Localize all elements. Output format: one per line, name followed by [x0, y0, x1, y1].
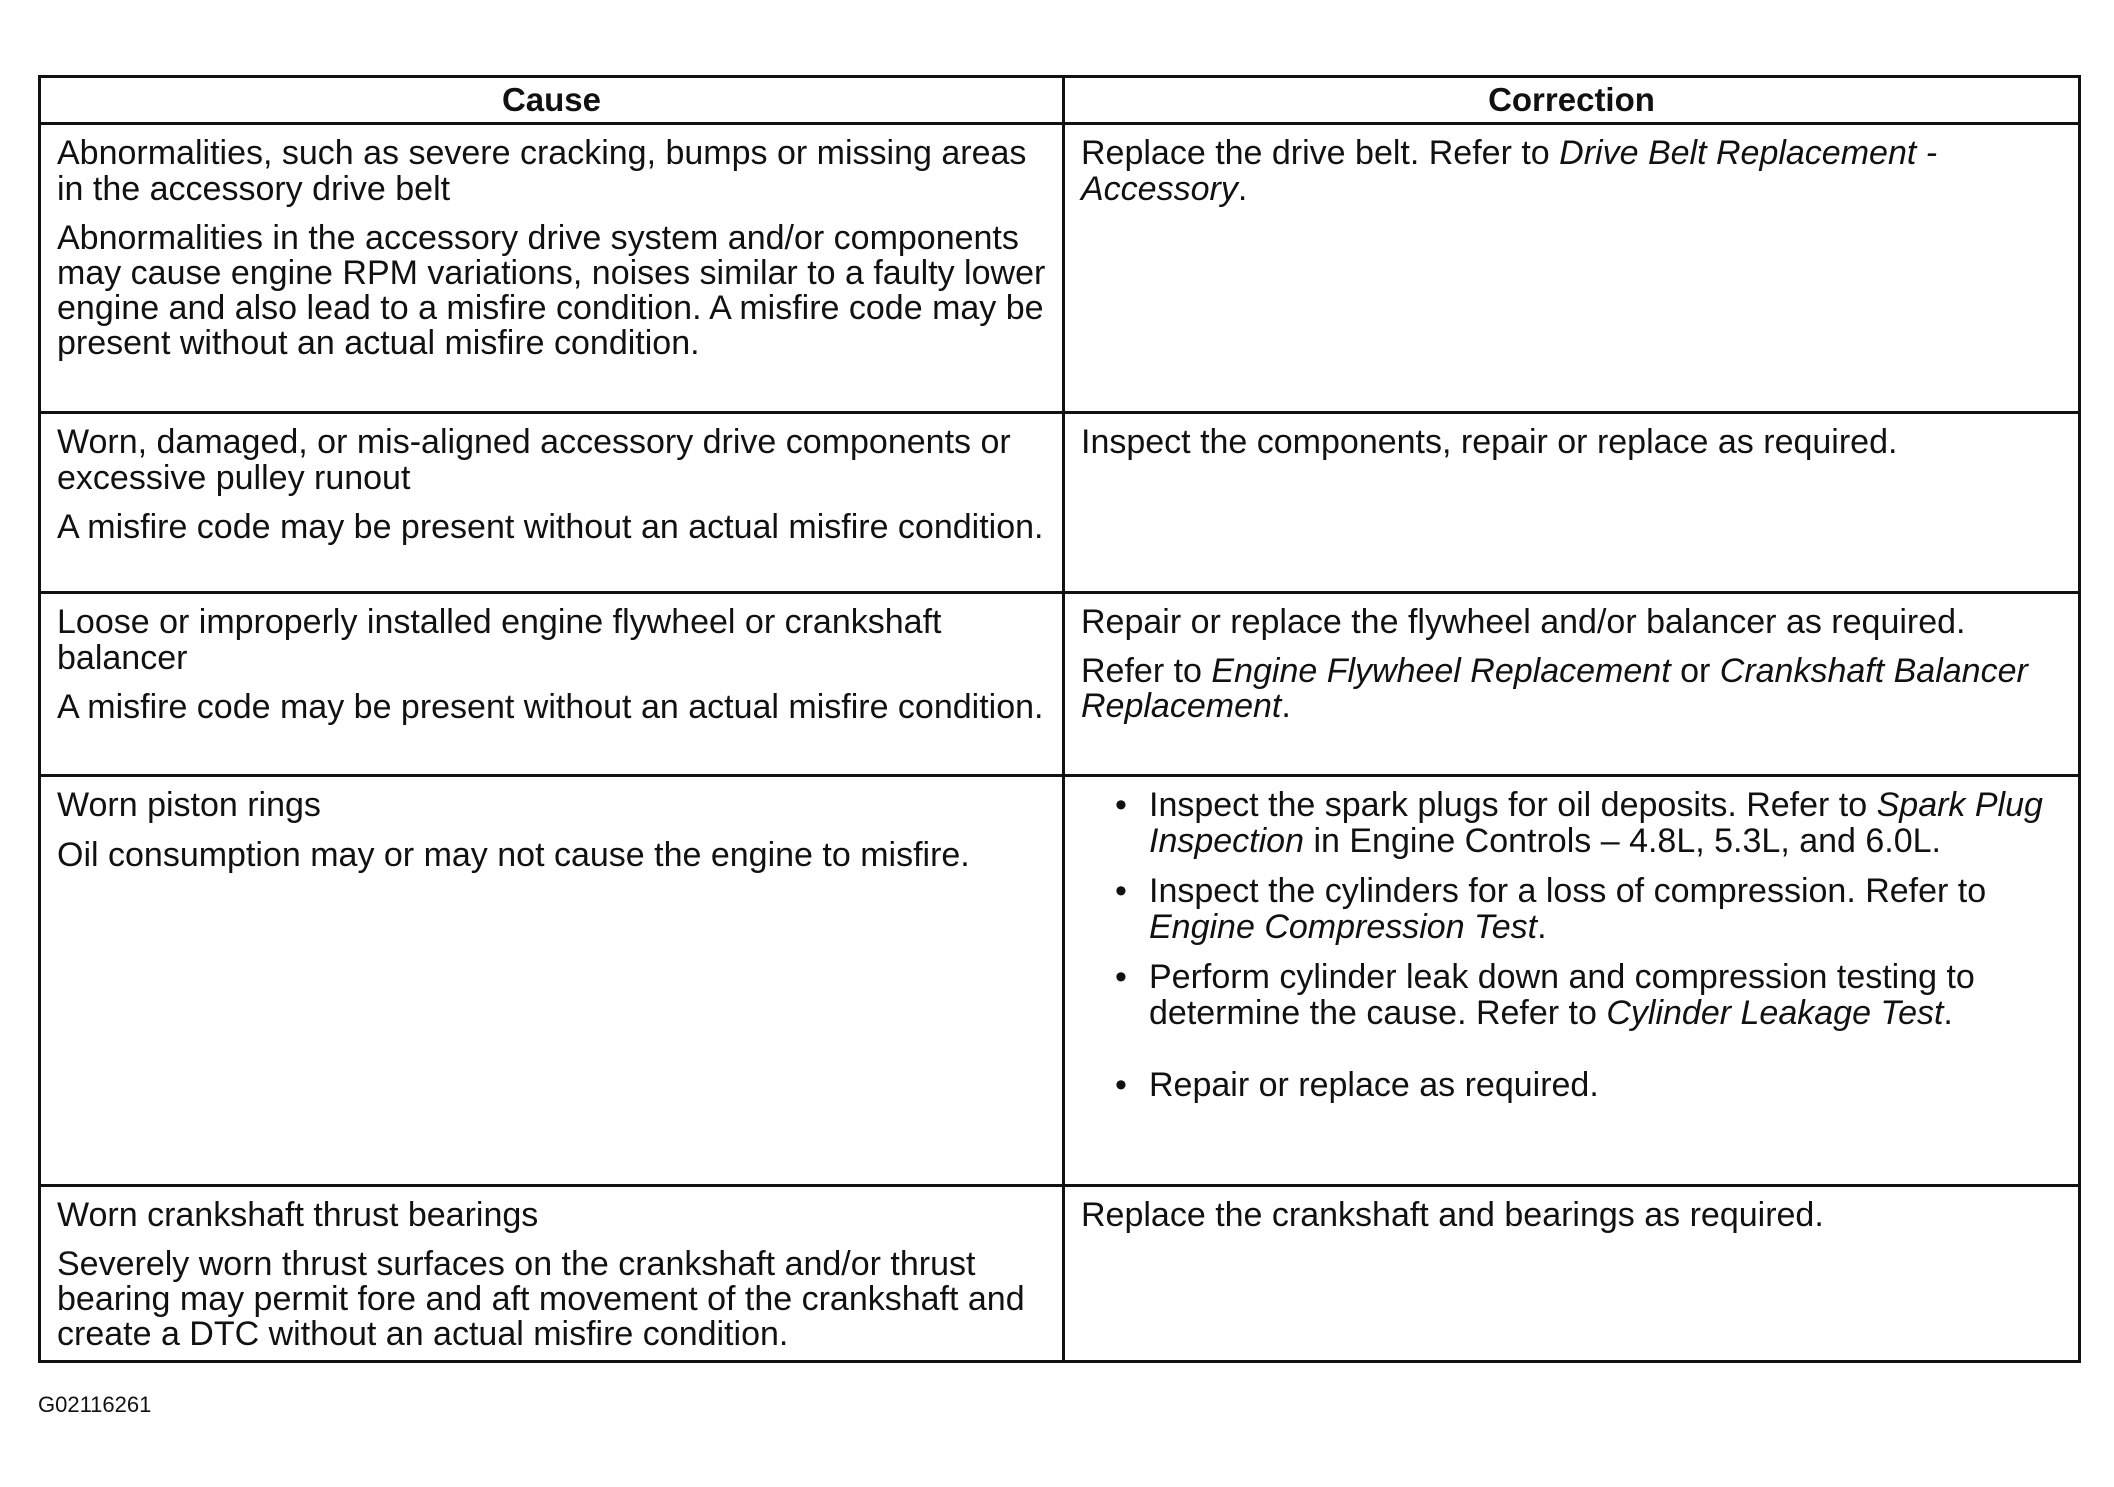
- table-row: [40, 1186, 2080, 1362]
- table-row: [40, 124, 2080, 413]
- correction-column-header: Correction: [1064, 77, 2080, 124]
- reference-link-drive-belt-replacement[interactable]: Drive Belt Replacement - Accessory: [1081, 134, 1938, 208]
- reference-link-engine-compression-test[interactable]: Engine Compression Test: [1149, 908, 1538, 946]
- cause-cell: [40, 413, 1064, 593]
- cause-title: Worn, damaged, or mis-aligned accessory drive components or excessive pulley runout: [57, 423, 1011, 497]
- reference-link-spark-plug-inspection[interactable]: Spark Plug Inspection: [1149, 786, 2043, 860]
- table-header-row: [40, 77, 2080, 124]
- cause-column-header: Cause: [40, 77, 1064, 124]
- cause-cell: [40, 124, 1064, 413]
- reference-link-engine-flywheel-replacement[interactable]: Engine Flywheel Replacement: [1211, 652, 1671, 690]
- cause-note: A misfire code may be present without an actual misfire condition.: [57, 508, 1044, 546]
- correction-cell: [1064, 776, 2080, 1186]
- correction-steps-list: [1081, 787, 2062, 1103]
- bullet-icon: •: [1115, 872, 1127, 910]
- bullet-icon: •: [1115, 958, 1127, 996]
- reference-link-cylinder-leakage-test[interactable]: Cylinder Leakage Test: [1606, 994, 1944, 1032]
- cause-correction-table: [38, 75, 2081, 1363]
- cause-cell: [40, 776, 1064, 1186]
- table-row: [40, 776, 2080, 1186]
- correction-text: Inspect the components, repair or replace as required.: [1081, 423, 1898, 461]
- cause-cell: [40, 1186, 1064, 1362]
- bullet-icon: •: [1115, 786, 1127, 824]
- table-row: [40, 593, 2080, 776]
- cause-cell: [40, 593, 1064, 776]
- list-item: • Repair or replace as required.: [1115, 1066, 1599, 1104]
- correction-cell: [1064, 413, 2080, 593]
- cause-note: Severely worn thrust surfaces on the crankshaft and/or thrust bearing may permit fore and aft movement of the crankshaft and create a DTC without an actual misfire condition.: [57, 1245, 1025, 1353]
- reference-link-crankshaft-balancer-replacement[interactable]: Crankshaft Balancer Replacement: [1081, 652, 2028, 725]
- correction-reference: Refer to Engine Flywheel Replacement or Crankshaft Balancer Replacement.: [1081, 652, 2028, 725]
- cause-note: A misfire code may be present without an actual misfire condition.: [57, 688, 1044, 726]
- correction-text: Replace the crankshaft and bearings as required.: [1081, 1196, 1824, 1234]
- correction-cell: [1064, 124, 2080, 413]
- diagnosis-table-container: [38, 75, 2078, 1363]
- cause-title: Worn piston rings: [57, 786, 321, 824]
- cause-note: Abnormalities in the accessory drive system and/or components may cause engine RPM variations, noises similar to a faulty lower engine and also lead to a misfire condition. A misfire code may be present without an actual misfire condition.: [57, 219, 1046, 362]
- list-item: • Perform cylinder leak down and compression testing to determine the cause. Refer to Cylinder Leakage Test.: [1115, 958, 1975, 1032]
- cause-title: Worn crankshaft thrust bearings: [57, 1196, 539, 1234]
- cause-title: Abnormalities, such as severe cracking, bumps or missing areas in the accessory drive belt: [57, 134, 1027, 208]
- correction-text: Replace the drive belt. Refer to Drive Belt Replacement - Accessory.: [1081, 134, 1938, 208]
- cause-title: Loose or improperly installed engine flywheel or crankshaft balancer: [57, 603, 942, 677]
- bullet-icon: •: [1115, 1066, 1127, 1104]
- correction-cell: [1064, 1186, 2080, 1362]
- list-item: • Inspect the spark plugs for oil deposits. Refer to Spark Plug Inspection in Engine Controls – 4.8L, 5.3L, and 6.0L.: [1115, 786, 2043, 860]
- correction-text: Repair or replace the flywheel and/or balancer as required.: [1081, 603, 1966, 641]
- correction-cell: [1064, 593, 2080, 776]
- figure-id: G02116261: [38, 1392, 152, 1417]
- table-row: [40, 413, 2080, 593]
- list-item: • Inspect the cylinders for a loss of compression. Refer to Engine Compression Test.: [1115, 872, 1987, 946]
- cause-note: Oil consumption may or may not cause the engine to misfire.: [57, 836, 970, 874]
